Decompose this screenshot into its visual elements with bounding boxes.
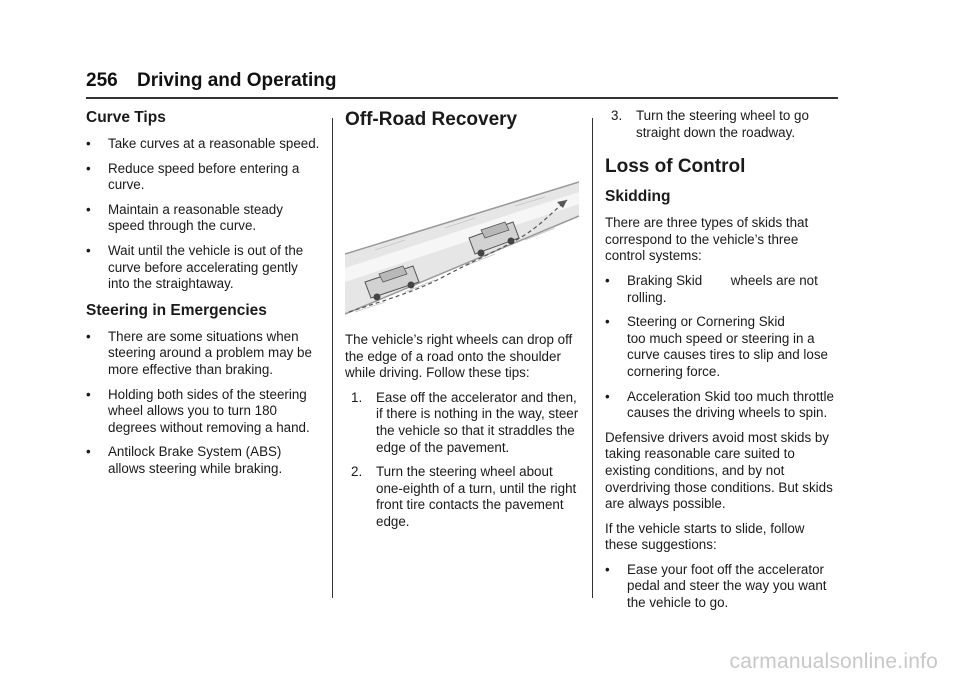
list-item: 1. Ease off the accelerator and then, if there is nothing in the way, steer the vehicle so that it straddles the edge of the pavement. xyxy=(351,389,579,455)
list-item: • Holding both sides of the steering wheel allows you to turn 180 degrees without removing a hand. xyxy=(86,386,310,435)
off-road-recovery-illustration xyxy=(345,142,579,322)
bullet-icon: • xyxy=(605,314,610,330)
section-title: Driving and Operating xyxy=(136,70,337,91)
skidding-heading: Skidding xyxy=(605,188,671,206)
bullet-icon: • xyxy=(86,328,91,344)
bullet-icon: • xyxy=(605,388,610,404)
bullet-icon: • xyxy=(86,136,91,151)
header-rule xyxy=(86,97,838,99)
list-item: • Maintain a reasonable steady speed through the curve. xyxy=(86,201,283,234)
list-item: • Reduce speed before entering a curve. xyxy=(86,160,300,193)
list-item: 3. Turn the steering wheel to go straight down the roadway. xyxy=(611,108,809,140)
page-header xyxy=(86,70,838,92)
watermark: carmanualsonline.info xyxy=(729,650,938,673)
bullet-icon: • xyxy=(605,272,610,288)
column-divider-1 xyxy=(332,118,333,598)
list-item: • Acceleration Skid too much throttle causes the driving wheels to spin. xyxy=(605,388,834,421)
list-item: • Wait until the vehicle is out of the curve before accelerating gently into the straightaway. xyxy=(86,242,304,292)
curve-tips-heading: Curve Tips xyxy=(86,109,166,126)
bullet-icon: • xyxy=(605,561,610,577)
list-item: • Steering or Cornering Skid too much speed or steering in a curve causes tires to slip and lose cornering force. xyxy=(605,314,828,379)
bullet-icon: • xyxy=(86,201,91,217)
slide-suggestions-paragraph: If the vehicle starts to slide, follow these suggestions: xyxy=(605,520,805,553)
column-1 xyxy=(86,108,320,486)
bullet-icon: • xyxy=(86,160,91,176)
bullet-icon: • xyxy=(86,444,91,460)
bullet-icon: • xyxy=(86,242,91,258)
list-item: • Take curves at a reasonable speed. xyxy=(86,136,320,151)
page-number: 256 xyxy=(86,70,118,91)
column-3 xyxy=(605,108,839,620)
skidding-intro: There are three types of skids that correspond to the vehicle’s three control systems: xyxy=(605,215,809,264)
defensive-drivers-paragraph: Defensive drivers avoid most skids by taking reasonable care suited to existing conditions, and by not overdriving those conditions. But skids are always possible. xyxy=(605,429,833,512)
list-item: • There are some situations when steering around a problem may be more effective than braking. xyxy=(86,328,312,377)
list-item: • Antilock Brake System (ABS) allows steering while braking. xyxy=(86,444,283,476)
column-divider-2 xyxy=(592,118,593,598)
list-item: • Braking Skid wheels are not rolling. xyxy=(605,272,818,305)
off-road-heading: Off-Road Recovery xyxy=(345,109,518,130)
list-item: 2. Turn the steering wheel about one-eighth of a turn, until the right front tire contacts the pavement edge. xyxy=(351,464,577,529)
list-item: • Ease your foot off the accelerator pedal and steer the way you want the vehicle to go. xyxy=(605,561,827,611)
bullet-icon: • xyxy=(86,386,91,402)
off-road-intro: The vehicle’s right wheels can drop off the edge of a road onto the shoulder while driving. Follow these tips: xyxy=(345,332,573,381)
column-2 xyxy=(345,108,579,539)
loss-of-control-heading: Loss of Control xyxy=(605,156,746,178)
steering-emergencies-heading: Steering in Emergencies xyxy=(86,301,267,319)
